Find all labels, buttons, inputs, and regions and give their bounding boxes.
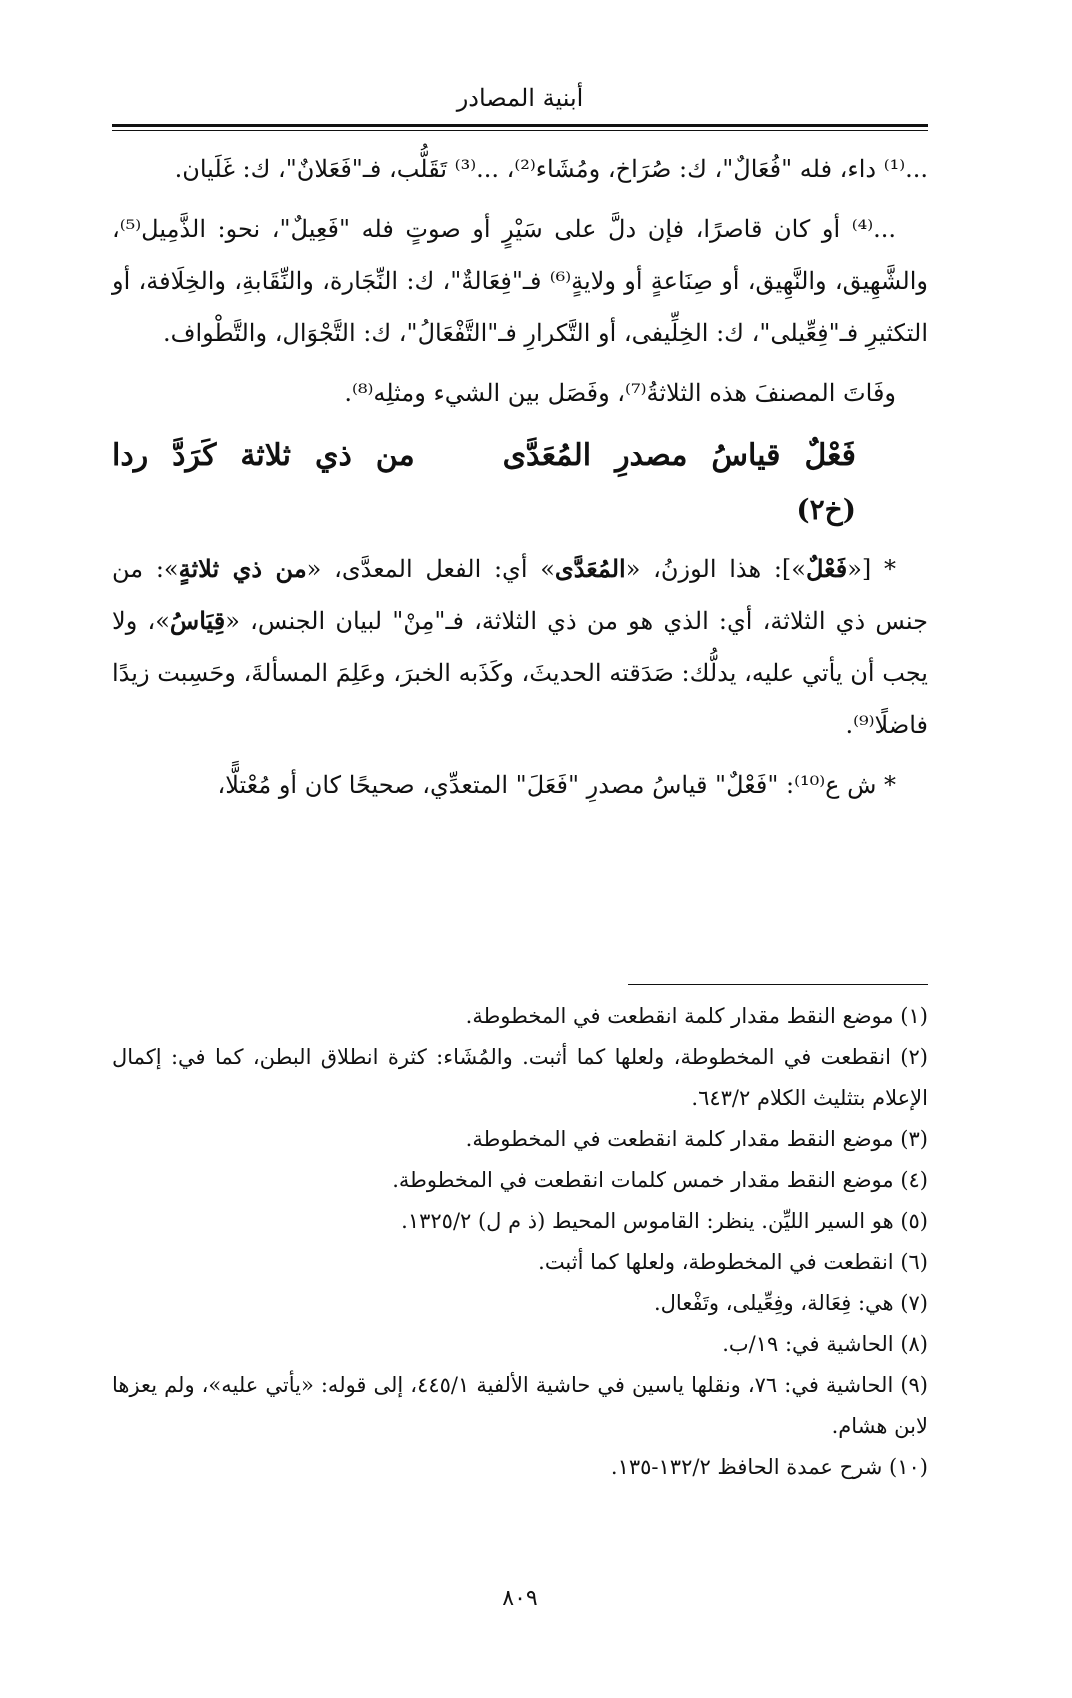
main-text — [112, 143, 928, 811]
keyword: المُعَدَّى — [554, 554, 626, 583]
footnote: (٦) انقطعت في المخطوطة، ولعلها كما أثبت. — [538, 1250, 928, 1274]
footnote: (٧) هي: فِعَالة، وفِعِّيلى، وتَفْعال. — [654, 1291, 928, 1315]
verse-word: فَعْلٌ — [804, 438, 856, 473]
running-header: أبنية المصادر — [456, 84, 584, 112]
footnote: (١٠) شرح عمدة الحافظ ١٣٢/٢-١٣٥. — [610, 1455, 928, 1479]
verse-word: ثلاثة — [240, 438, 292, 473]
verse-word: من — [375, 438, 415, 473]
verse-word: قياسُ — [711, 438, 781, 473]
verse-word: كَرَدَّ — [172, 438, 217, 473]
verse-word: ردا — [112, 438, 149, 473]
footnotes — [112, 996, 928, 1488]
verse-line — [112, 429, 856, 483]
footnote: (١) موضع النقط مقدار كلمة انقطعت في المخطوطة. — [465, 1004, 928, 1028]
keyword: فَعْلٌ — [805, 554, 848, 583]
manuscript-code: (خ٢) — [796, 493, 856, 526]
header-rule-thick — [112, 124, 928, 127]
footnote: (٣) موضع النقط مقدار كلمة انقطعت في المخطوطة. — [465, 1127, 928, 1151]
verse-heading — [112, 429, 856, 537]
paragraph-4: * [«فَعْلٌ»]: هذا الوزنُ، «المُعَدَّى» أي: الفعل المعدَّى، «من ذي ثلاثةٍ»: من جنس ذي الثلاثة، أي: الذي هو من ذي الثلاثة، فـ"مِنْ" لبيان الجنس، «قِيَاسُ»، ولا يجب أن يأتي عليه، يدلُّك: صَدَقته الحديثَ، وكَذَبه الخبرَ، وعَلِمَ المسألةَ، وحَسِبت زيدًا فاضلًا⁽⁹⁾. — [112, 554, 929, 739]
paragraph-3: وفَاتَ المصنفَ هذه الثلاثةُ⁽⁷⁾، وفَصَل بين الشيء ومثلِه⁽⁸⁾. — [344, 379, 896, 407]
page-number: ٨٠٩ — [502, 1586, 538, 1611]
header-rule-thin — [112, 130, 928, 131]
paragraph-5: * ش ع⁽¹⁰⁾: "فَعْلٌ" قياسُ مصدرِ "فَعَلَ" المتعدِّي، صحيحًا كان أو مُعْتلًّا، — [217, 771, 896, 799]
verse-word: المُعَدَّى — [502, 438, 592, 473]
paragraph-2: ...⁽⁴⁾ أو كان قاصرًا، فإن دلَّ على سَيْرٍ أو صوتٍ فله "فَعِيلٌ"، نحو: الذَّمِيل⁽⁵⁾، والشَّهِيق، والنَّهِيق، أو صِنَاعةٍ أو ولايةٍ⁽⁶⁾ فـ"فِعَالةٌ"، ك: النِّجَارة، والنِّقَابةِ، والخِلَافة، أو التكثيرِ فـ"فِعِّيلى"، ك: الخِلِّيفى، أو التَّكرارِ فـ"التَّفْعَالُ"، ك: التَّجْوَال، والتَّطْواف. — [112, 215, 928, 347]
footnote: (٥) هو السير الليِّن. ينظر: القاموس المحيط (ذ م ل) ١٣٢٥/٢. — [401, 1209, 928, 1233]
verse-word: ذي — [314, 438, 352, 473]
keyword: من ذي ثلاثةٍ — [178, 554, 307, 583]
footnote-separator — [628, 984, 928, 985]
verse-word: مصدرِ — [615, 438, 688, 473]
paragraph-1: ...⁽¹⁾ داء، فله "فُعَالٌ"، ك: صُرَاخ، ومُشَاء⁽²⁾، ...⁽³⁾ تَقَلُّب، فـ"فَعَلانٌ"، ك: غَلَيان. — [174, 155, 928, 183]
keyword: قِيَاسُ — [169, 606, 226, 635]
footnote: (٩) الحاشية في: ٧٦، ونقلها ياسين في حاشية الألفية ٤٤٥/١، إلى قوله: «يأتي عليه»، ولم يعزها لابن هشام. — [112, 1373, 928, 1438]
footnote: (٢) انقطعت في المخطوطة، ولعلها كما أثبت. والمُشَاء: كثرة انطلاق البطن، كما في: إكمال الإعلام بتثليث الكلام ٦٤٣/٢. — [112, 1045, 928, 1110]
footnote: (٨) الحاشية في: ١٩/ب. — [722, 1332, 928, 1356]
footnote: (٤) موضع النقط مقدار خمس كلمات انقطعت في المخطوطة. — [392, 1168, 928, 1192]
page — [112, 0, 929, 1611]
